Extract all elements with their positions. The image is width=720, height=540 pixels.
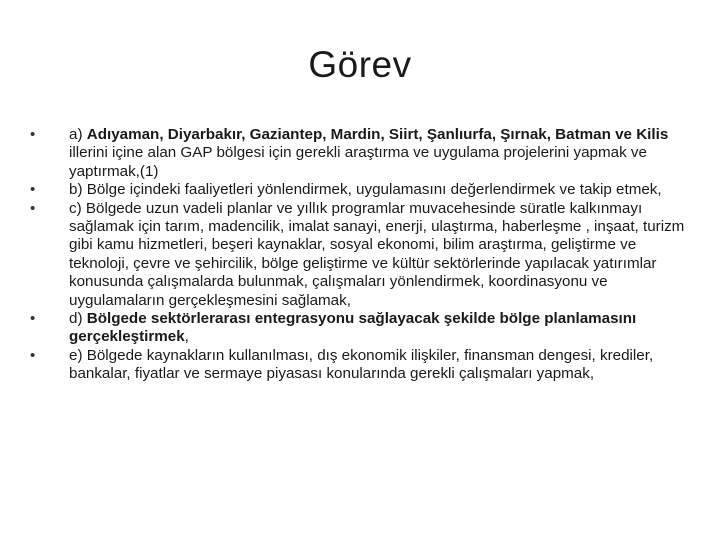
item-text: , — [184, 328, 189, 346]
bullet-icon: • — [30, 199, 36, 217]
slide-title: Görev — [308, 44, 412, 85]
bullet-item-b — [30, 181, 690, 199]
item-bold-text: Adıyaman, Diyarbakır, Gaziantep, Mardin, Siirt, Şanlıurfa, Şırnak, Batman ve Kilis — [86, 126, 669, 143]
item-text: Bölge içindeki faaliyetleri yönlendirmek, uygulamasını değerlendirmek ve takip etmek, — [86, 181, 662, 199]
bullet-item-a — [30, 126, 690, 181]
bullet-icon: • — [30, 310, 36, 328]
bullet-item-e — [30, 347, 690, 384]
item-label: a) — [69, 126, 87, 143]
item-label: d) — [69, 310, 87, 328]
item-label: c) — [69, 199, 86, 217]
item-text: Bölgede uzun vadeli planlar ve yıllık programlar muvacehesinde süratle kalkınmayı sağlamak için tarım, madencilik, imalat sanayi, enerji, ulaştırma, haberleşme , inşaat, turizm gibi kamu hizmetleri, beşeri kaynaklar, sosyal ekonomi, bilim araştırma, geliştirme ve teknoloji, çevre ve şehircilik, bölge geliştirme ve kültür sektörlerinde yapılacak yatırımlar konusunda çalışmalarda bulunmak, çalışmaları yönlendirmek, koordinasyonu ve uygulamaların gerçekleşmesini sağlamak, — [69, 199, 685, 309]
bullet-icon: • — [30, 346, 36, 364]
bullet-list — [30, 126, 690, 384]
item-bold-text: Bölgede sektörlerarası entegrasyonu sağlayacak şekilde bölge planlamasını gerçekleştirmek — [69, 310, 637, 346]
bullet-item-c — [30, 200, 690, 310]
bullet-icon: • — [30, 126, 36, 143]
bullet-icon: • — [30, 181, 36, 199]
item-label: b) — [69, 181, 87, 199]
item-label: e) — [69, 346, 87, 364]
bullet-item-d — [30, 310, 690, 347]
item-text: Bölgede kaynakların kullanılması, dış ekonomik ilişkiler, finansman dengesi, krediler, bankalar, fiyatlar ve sermaye piyasası konularında gerekli çalışmaları yapmak, — [69, 346, 654, 383]
item-text: illerini içine alan GAP bölgesi için gerekli araştırma ve uygulama projelerini yapmak ve yaptırmak,(1) — [69, 144, 647, 180]
